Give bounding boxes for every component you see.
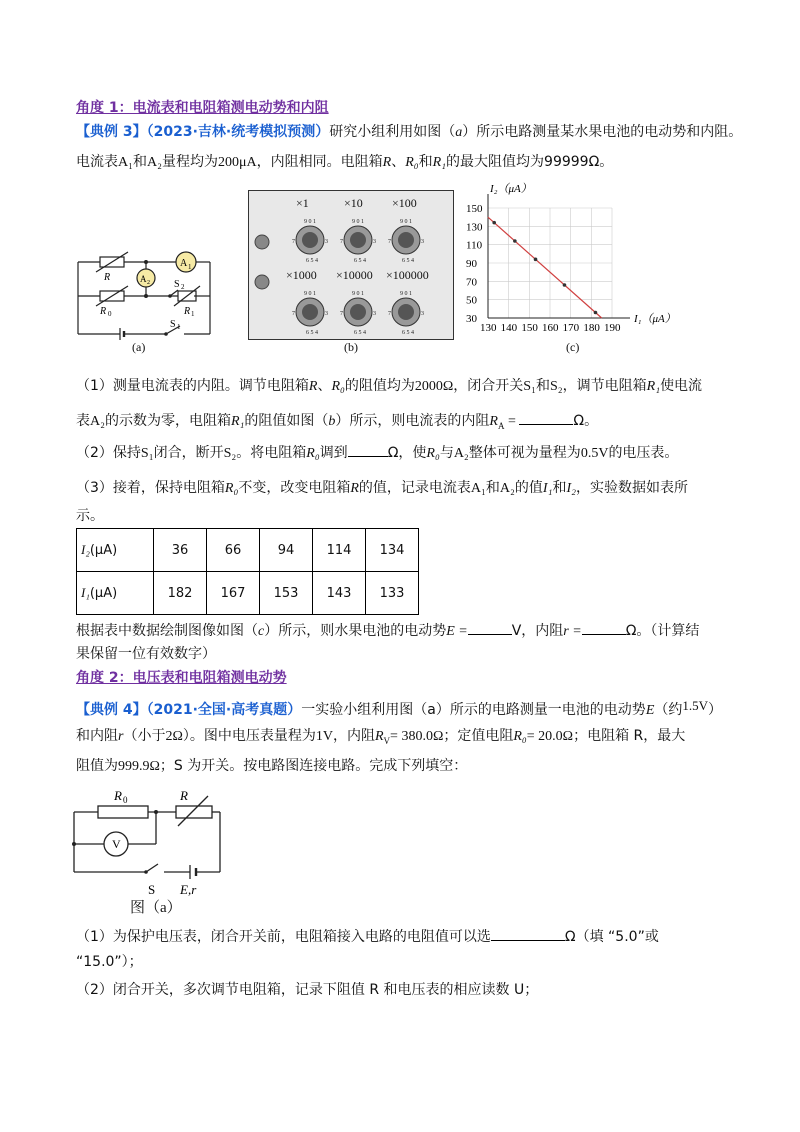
example4-tag: 【典例 4】 <box>76 702 147 718</box>
ex3-q3-line4: 果保留一位有效数字） <box>76 646 216 662</box>
svg-text:9 0 1: 9 0 1 <box>304 291 316 297</box>
x-tick-label: 190 <box>604 322 621 334</box>
svg-text:3: 3 <box>373 311 376 317</box>
figure-c-chart <box>462 178 702 358</box>
table-cell: 143 <box>313 572 366 615</box>
ex4-q2-line: （2）闭合开关，多次调节电阻箱，记录下阻值 R 和电压表的相应读数 U； <box>76 982 539 998</box>
y-axis-label: I₂（μA） <box>490 183 532 195</box>
resistance-answer-blank[interactable] <box>491 926 565 941</box>
dial-label: ×10000 <box>336 268 373 282</box>
ex3-q1-line1: （1）测量电流表的内阻。调节电阻箱R、R₀的阻值均为2000Ω，闭合开关S₁和S₂，调节电阻箱R₁使电流 <box>76 378 703 394</box>
data-point <box>492 221 496 225</box>
y-tick-label: 70 <box>466 276 477 289</box>
svg-text:7: 7 <box>292 311 295 317</box>
figure-c-label: (c) <box>566 340 580 354</box>
table-cell: 66 <box>207 529 260 572</box>
example3-tag: 【典例 3】 <box>76 124 147 140</box>
dial-label: ×1 <box>296 196 309 210</box>
dial-label: ×100000 <box>386 268 429 282</box>
svg-text:R: R <box>100 306 107 317</box>
svg-text:A: A <box>180 258 188 269</box>
svg-text:7: 7 <box>292 239 295 245</box>
example4-line3: 阻值为999.9Ω；S 为开关。按电路图连接电路。完成下列填空： <box>76 758 468 774</box>
example4-source: （2021·全国·高考真题） <box>146 702 302 718</box>
x-axis-label: I₁（μA） <box>634 313 676 325</box>
ex3-q3-line3: 根据表中数据绘制图像如图（c）所示，则水果电池的电动势E = V，内阻r = Ω。（计算结 <box>76 620 699 642</box>
svg-text:7: 7 <box>388 311 391 317</box>
x-tick-label: 130 <box>480 322 497 334</box>
y-tick-label: 30 <box>466 313 477 325</box>
example4-line2: 和内阻r（小于2Ω）。图中电压表量程为1V，内阻$R_V= 380.0\Omega$；定值电阻R₀= 20.0Ω；电阻箱 R，最大 <box>76 728 686 746</box>
figure-b-label: (b) <box>344 340 358 354</box>
data-point <box>534 258 538 262</box>
y-tick-label: 90 <box>466 258 477 270</box>
table-cell: 182 <box>154 572 207 615</box>
x-tick-label: 170 <box>562 322 580 334</box>
svg-text:6 5 4: 6 5 4 <box>402 330 414 336</box>
svg-text:V: V <box>112 837 121 851</box>
svg-text:7: 7 <box>340 239 343 245</box>
dial-label: ×10 <box>344 196 363 210</box>
y-tick-label: 130 <box>466 221 483 234</box>
svg-text:R: R <box>114 788 122 803</box>
svg-text:6 5 4: 6 5 4 <box>354 330 366 336</box>
x-tick-label: 140 <box>500 322 518 334</box>
section2-heading: 角度 2：电压表和电阻箱测电动势 <box>76 670 287 686</box>
svg-text:6 5 4: 6 5 4 <box>354 258 366 264</box>
svg-text:S: S <box>148 882 156 897</box>
data-point <box>513 239 517 243</box>
svg-text:S: S <box>174 279 180 290</box>
ex3-q3-line1: （3）接着，保持电阻箱R₀不变，改变电阻箱R的值，记录电流表A₁和A₂的值I₁和I₂，实验数据如表所 <box>76 480 688 496</box>
table-row <box>77 572 419 615</box>
dial-label: ×1000 <box>286 268 317 282</box>
svg-text:7: 7 <box>340 311 343 317</box>
svg-text:1: 1 <box>188 263 192 271</box>
table-cell: 167 <box>207 572 260 615</box>
svg-text:R: R <box>104 272 111 283</box>
svg-text:0: 0 <box>123 795 128 805</box>
svg-text:6 5 4: 6 5 4 <box>306 330 318 336</box>
ex4-q1-line2: “15.0”）； <box>76 954 143 970</box>
ex3-q1-line2: 表A₂的示数为零，电阻箱R₁的阻值如图（b）所示，则电流表的内阻$R_A = \Omega$。 <box>76 410 598 436</box>
svg-text:9 0 1: 9 0 1 <box>352 291 364 297</box>
svg-text:6 5 4: 6 5 4 <box>306 258 318 264</box>
svg-text:3: 3 <box>373 239 376 245</box>
ra-answer-blank[interactable] <box>519 410 573 425</box>
svg-text:9 0 1: 9 0 1 <box>400 291 412 297</box>
fit-line <box>488 217 602 318</box>
svg-text:3: 3 <box>421 239 424 245</box>
figure-a-circuit <box>74 238 224 360</box>
svg-text:9 0 1: 9 0 1 <box>352 219 364 225</box>
svg-text:2: 2 <box>147 280 150 286</box>
figure-a-voltage-circuit <box>68 782 228 898</box>
example4-line1: 【典例 4】（2021·全国·高考真题）一实验小组利用图（a）所示的电路测量一电池的电动势E（约1.5V） <box>76 698 723 718</box>
x-tick-label: 160 <box>542 322 559 334</box>
x-tick-label: 180 <box>583 322 600 334</box>
y-tick-label: 110 <box>466 239 483 252</box>
svg-text:3: 3 <box>325 239 328 245</box>
row-header-I2: I₂(μA) <box>77 529 154 572</box>
y-tick-label: 150 <box>466 203 483 215</box>
y-tick-label: 50 <box>466 294 477 307</box>
ex3-q3-line2: 示。 <box>76 508 104 524</box>
svg-text:R: R <box>184 306 191 317</box>
data-point <box>594 311 598 315</box>
table-cell: 153 <box>260 572 313 615</box>
table-row <box>77 529 419 572</box>
table-cell: 133 <box>366 572 419 615</box>
svg-text:9 0 1: 9 0 1 <box>304 219 316 225</box>
svg-text:6 5 4: 6 5 4 <box>402 258 414 264</box>
svg-text:9 0 1: 9 0 1 <box>400 219 412 225</box>
table-cell: 94 <box>260 529 313 572</box>
example3-source: （2023·吉林·统考模拟预测） <box>146 124 330 140</box>
ex4-q1-line1: （1）为保护电压表，闭合开关前，电阻箱接入电路的电阻值可以选 Ω（填 “5.0”或 <box>76 926 659 947</box>
figure-a-label: (a) <box>132 340 146 354</box>
r0-answer-blank[interactable] <box>348 442 388 457</box>
svg-text:R: R <box>180 788 188 803</box>
x-tick-label: 150 <box>521 322 538 334</box>
row-header-I1: I₁(μA) <box>77 572 154 615</box>
svg-text:7: 7 <box>388 239 391 245</box>
table-cell: 134 <box>366 529 419 572</box>
svg-text:S: S <box>170 319 176 330</box>
svg-text:A: A <box>140 274 147 284</box>
data-point <box>563 283 567 287</box>
example3-intro-line1: 【典例 3】（2023·吉林·统考模拟预测）研究小组利用如图（a）所示电路测量某水果电池的电动势和内阻。 <box>76 124 743 140</box>
example3-intro-line2: 电流表A₁和A₂量程均为200μA，内阻相同。电阻箱R、R₀和R₁的最大阻值均为99999Ω。 <box>76 154 614 170</box>
resistance-dials <box>248 190 454 340</box>
emf-answer-blank[interactable] <box>468 620 512 635</box>
svg-text:1: 1 <box>177 323 181 331</box>
figure-a2-caption: 图（a） <box>130 900 182 916</box>
section1-heading: 角度 1：电流表和电阻箱测电动势和内阻 <box>76 100 329 116</box>
svg-text:3: 3 <box>325 311 328 317</box>
svg-text:0: 0 <box>108 310 112 318</box>
r-answer-blank[interactable] <box>582 620 626 635</box>
svg-text:1: 1 <box>191 310 195 318</box>
dial-label: ×100 <box>392 196 417 210</box>
svg-text:3: 3 <box>421 311 424 317</box>
table-cell: 36 <box>154 529 207 572</box>
table-cell: 114 <box>313 529 366 572</box>
ex3-q2-line: （2）保持S₁闭合，断开S₂。将电阻箱R₀调到 Ω，使R₀与A₂整体可视为量程为0.5V的电压表。 <box>76 442 678 464</box>
svg-text:2: 2 <box>181 283 185 291</box>
data-table <box>76 528 419 615</box>
svg-text:E,r: E,r <box>180 882 197 897</box>
